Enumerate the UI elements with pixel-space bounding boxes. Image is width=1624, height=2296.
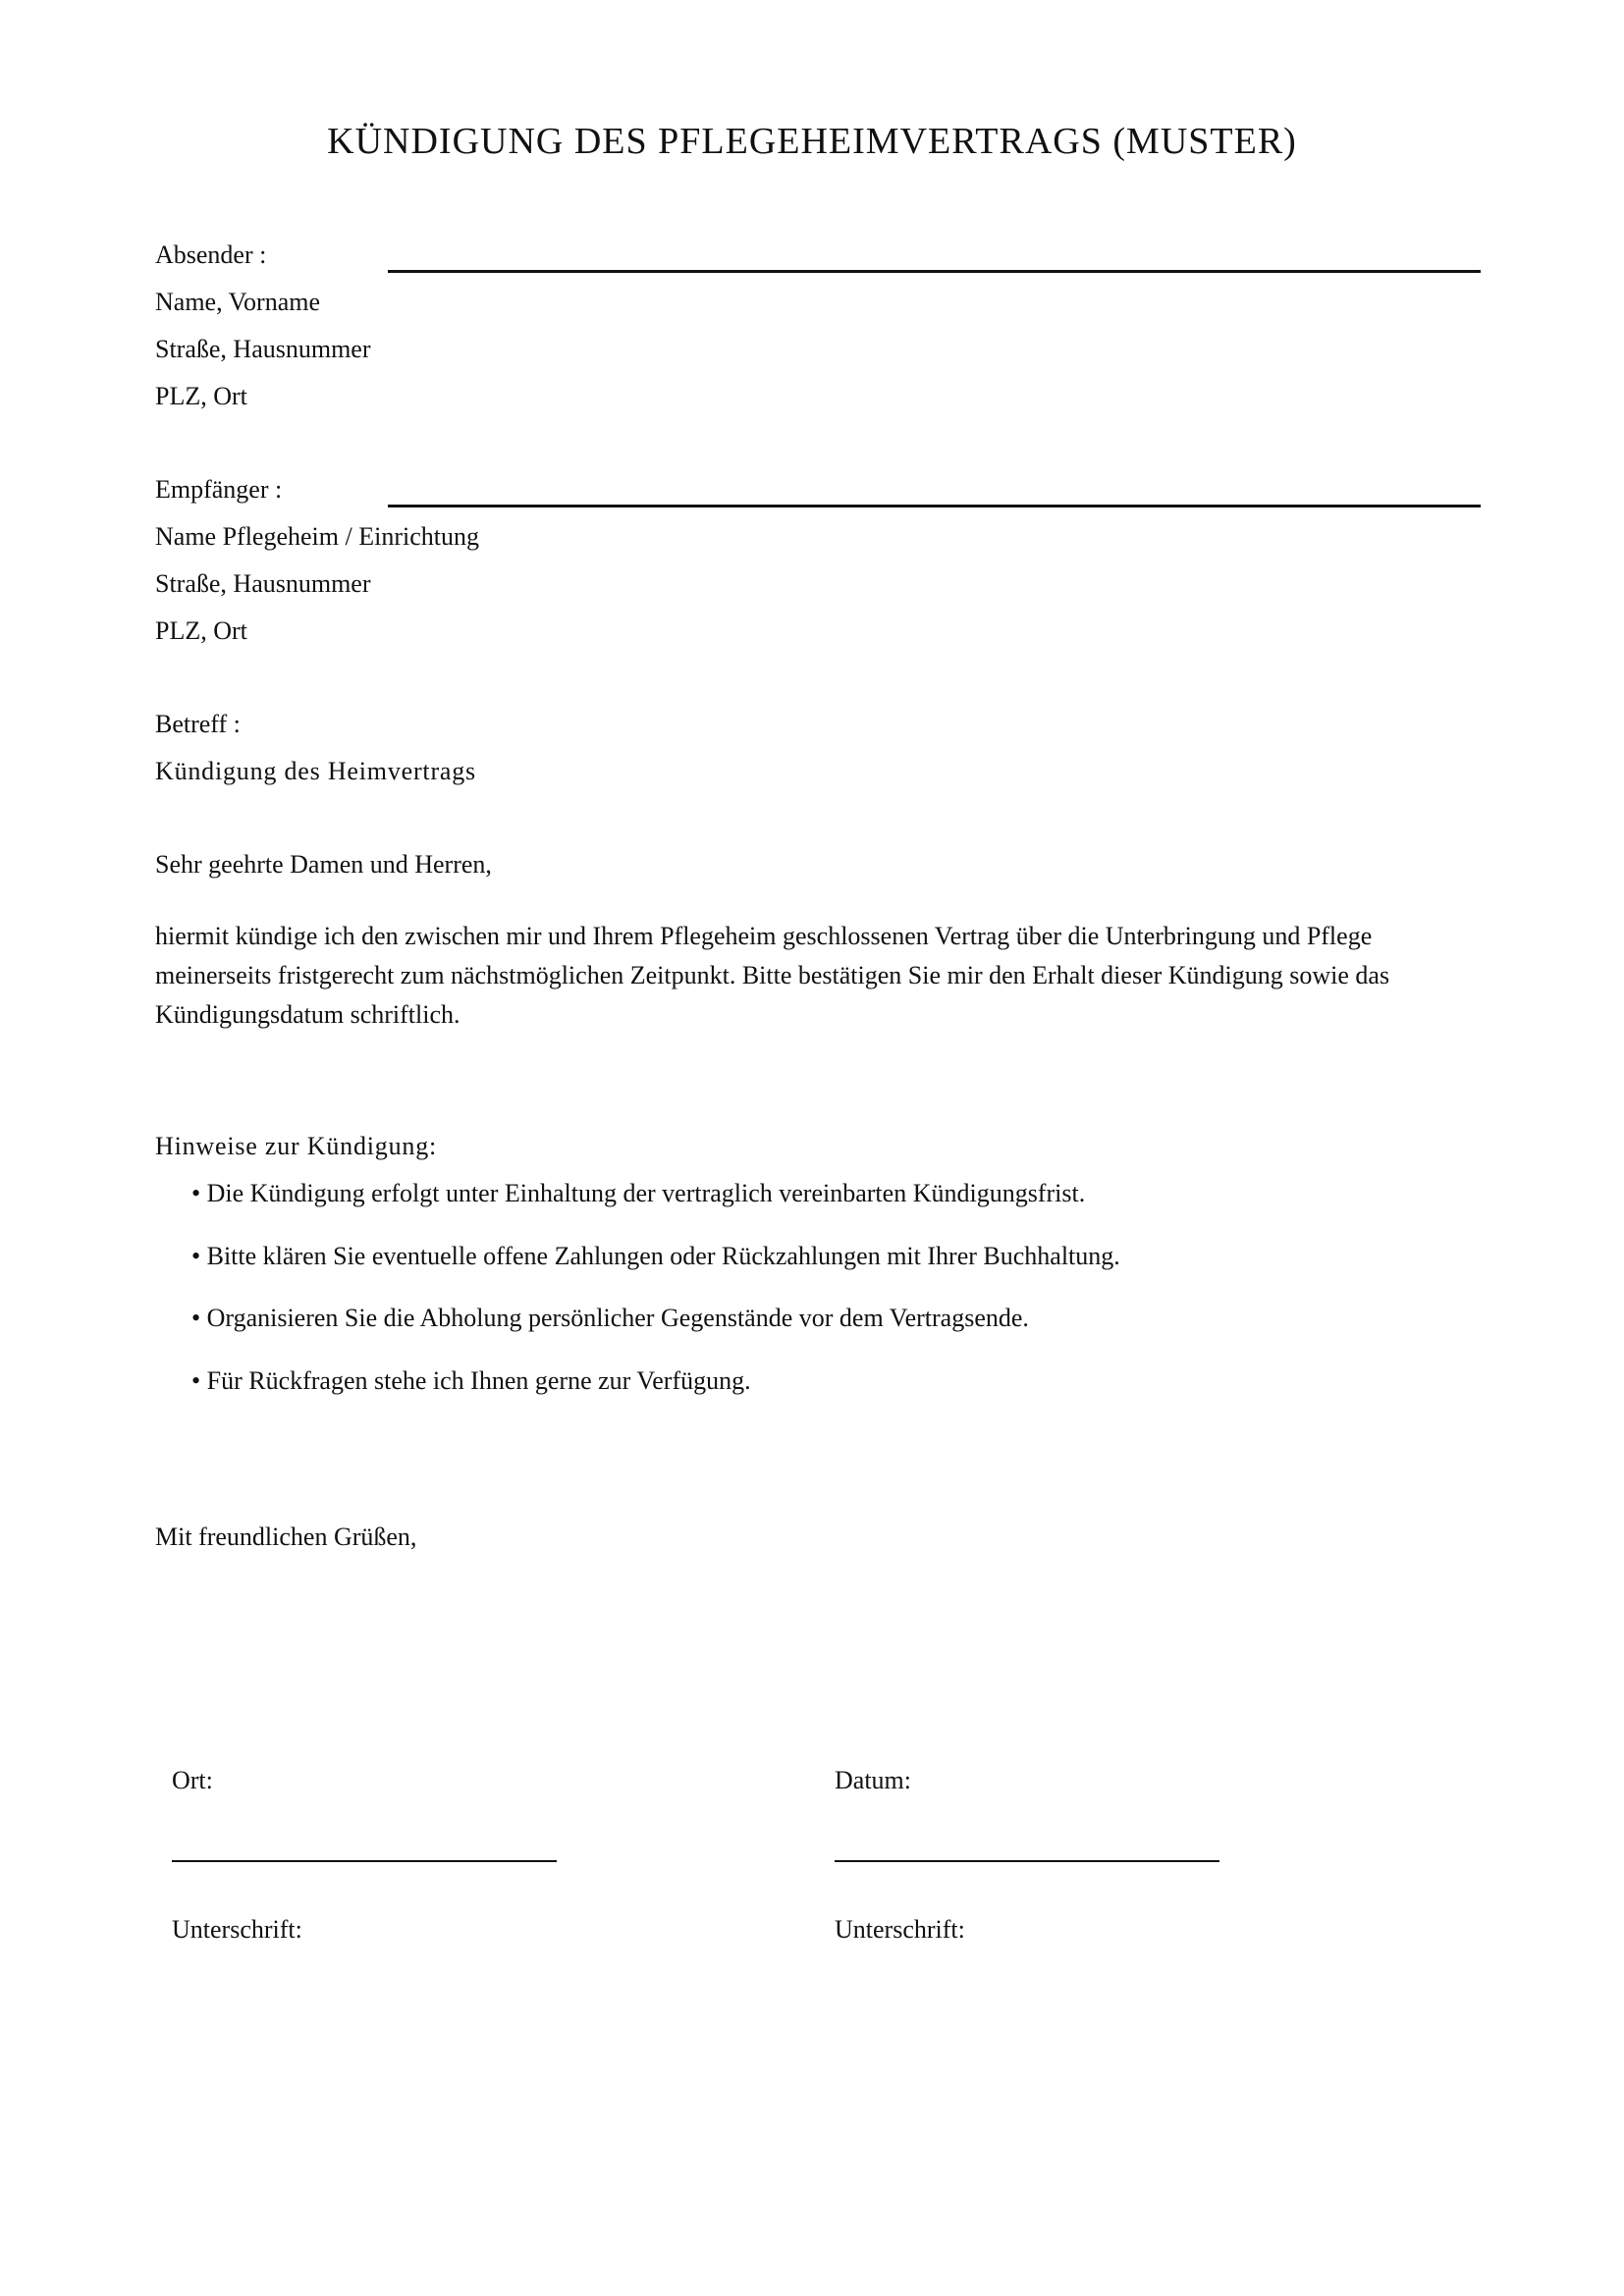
recipient-line-name: Name Pflegeheim / Einrichtung bbox=[155, 522, 479, 551]
subject-label: Betreff : bbox=[155, 710, 241, 738]
notes-item: • Die Kündigung erfolgt unter Einhaltung der vertraglich vereinbarten Kündigungsfrist. bbox=[191, 1179, 1086, 1207]
sender-line-city: PLZ, Ort bbox=[155, 382, 247, 410]
signature-left-label: Unterschrift: bbox=[172, 1915, 302, 1944]
recipient-rule bbox=[388, 505, 1481, 507]
body-paragraph: hiermit kündige ich den zwischen mir und Ihrem Pflegeheim geschlossenen Vertrag über die Unterbringung und Pflege meinerseits fristgerecht zum nächstmöglichen Zeitpunkt. Bitte bestätigen Sie mir den Erhalt dieser Kündigung sowie das Kündigungsdatum schriftlich. bbox=[155, 922, 1390, 1029]
page-title: KÜNDIGUNG DES PFLEGEHEIMVERTRAGS (MUSTER) bbox=[327, 121, 1297, 162]
notes-item: • Für Rückfragen stehe ich Ihnen gerne zur Verfügung. bbox=[191, 1366, 751, 1395]
notes-item: • Bitte klären Sie eventuelle offene Zahlungen oder Rückzahlungen mit Ihrer Buchhaltung. bbox=[191, 1242, 1120, 1270]
notes-item: • Organisieren Sie die Abholung persönlicher Gegenstände vor dem Vertragsende. bbox=[191, 1304, 1029, 1332]
salutation: Sehr geehrte Damen und Herren, bbox=[155, 850, 492, 879]
signature-date-line bbox=[835, 1860, 1219, 1862]
sender-rule bbox=[388, 270, 1481, 273]
recipient-label: Empfänger : bbox=[155, 475, 283, 504]
closing: Mit freundlichen Grüßen, bbox=[155, 1522, 417, 1551]
signature-date-label: Datum: bbox=[835, 1766, 911, 1794]
sender-label: Absender : bbox=[155, 240, 267, 269]
notes-heading: Hinweise zur Kündigung: bbox=[155, 1132, 438, 1160]
signature-place-label: Ort: bbox=[172, 1766, 213, 1794]
signature-right-label: Unterschrift: bbox=[835, 1915, 965, 1944]
recipient-line-street: Straße, Hausnummer bbox=[155, 569, 371, 598]
subject-text: Kündigung des Heimvertrags bbox=[155, 757, 476, 785]
sender-line-name: Name, Vorname bbox=[155, 288, 320, 316]
sender-line-street: Straße, Hausnummer bbox=[155, 335, 371, 363]
recipient-line-city: PLZ, Ort bbox=[155, 616, 247, 645]
signature-place-line bbox=[172, 1860, 557, 1862]
